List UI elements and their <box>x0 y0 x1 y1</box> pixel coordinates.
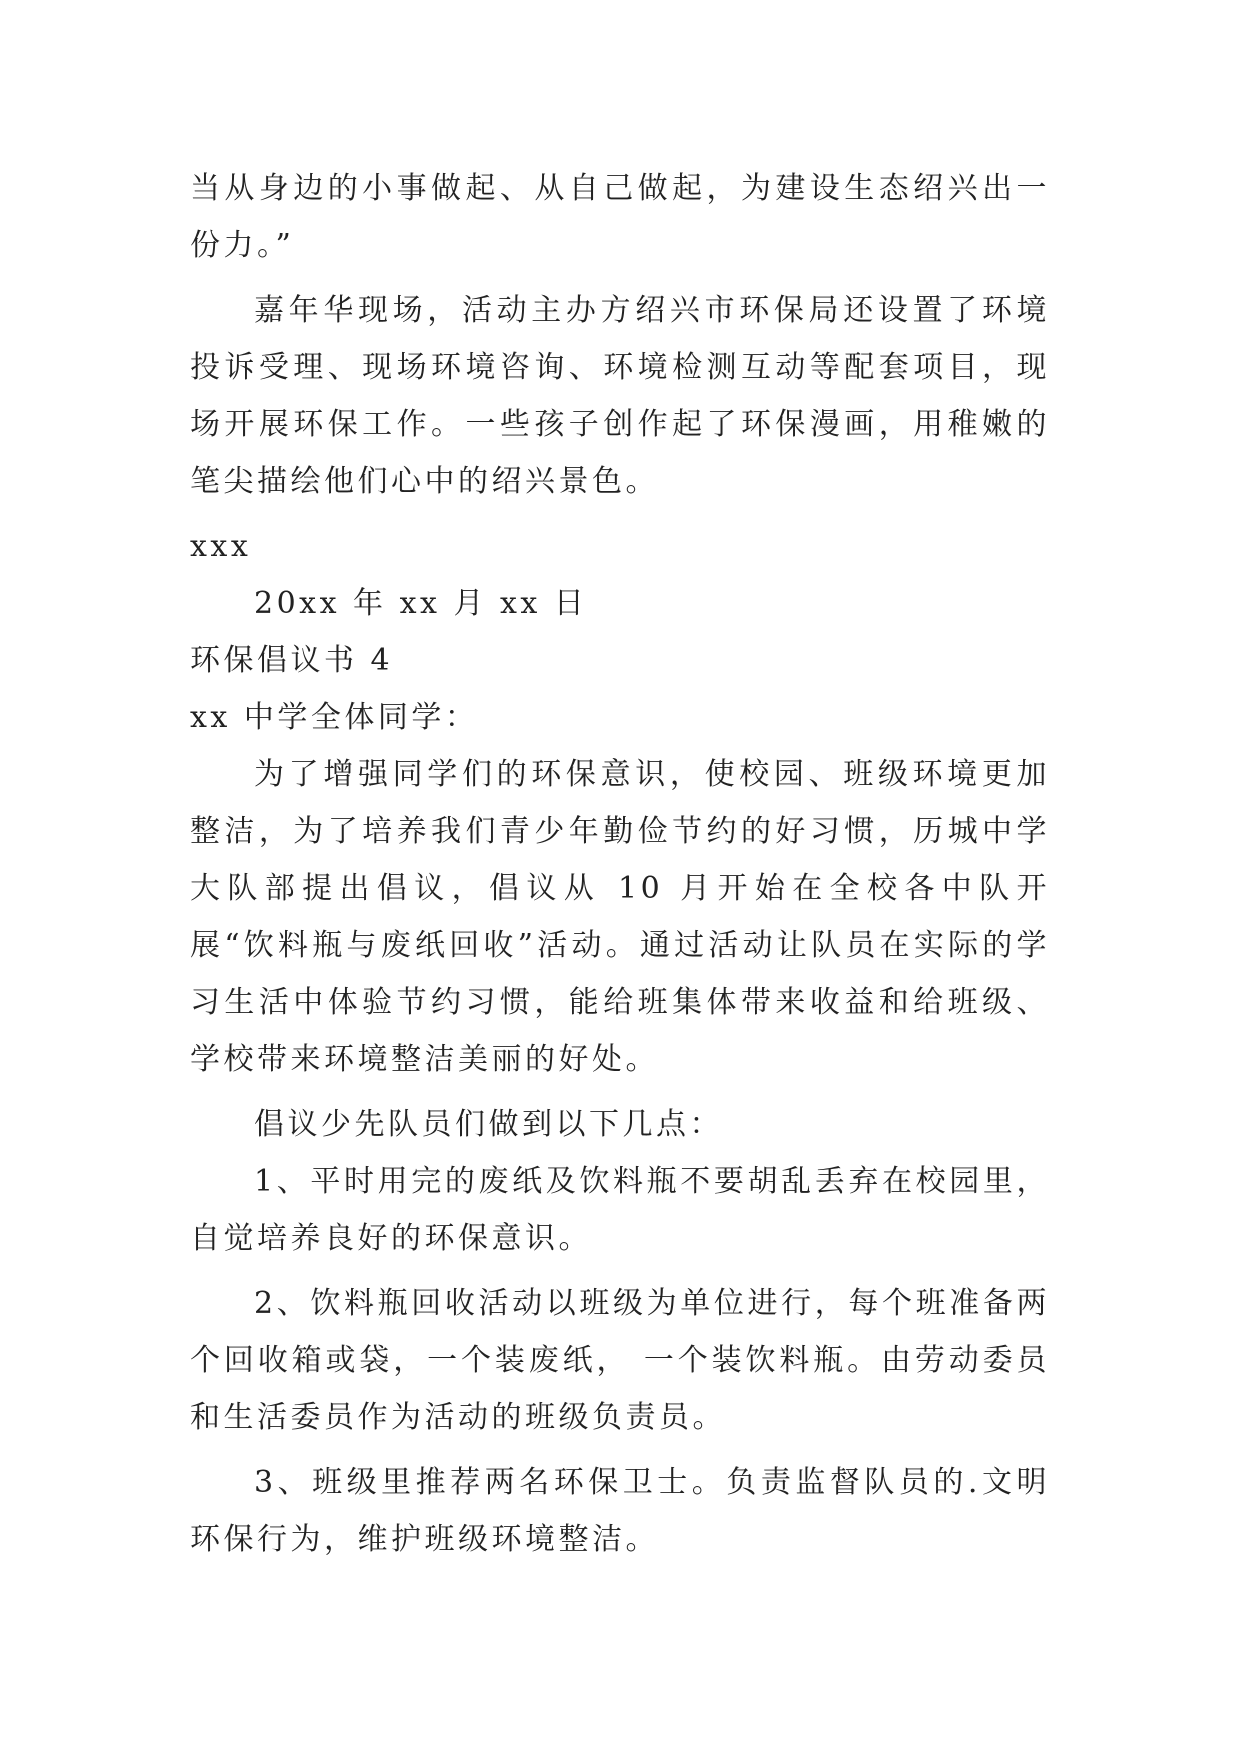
list-item-1: 1、平时用完的废纸及饮料瓶不要胡乱丢弃在校园里，自觉培养良好的环保意识。 <box>190 1164 1050 1256</box>
spacer <box>190 1088 1050 1096</box>
spacer <box>190 510 1050 518</box>
list-item-2: 2、饮料瓶回收活动以班级为单位进行，每个班准备两个回收箱或袋，一个装废纸， 一个装饮料瓶。由劳动委员和生活委员作为活动的班级负责员。 <box>190 1286 1050 1435</box>
document-body <box>190 160 1050 1568</box>
paragraph-points-intro: 倡议少先队员们做到以下几点： <box>254 1107 723 1142</box>
paragraph-carnival: 嘉年华现场，活动主办方绍兴市环保局还设置了环境投诉受理、现场环境咨询、环境检测互动等配套项目，现场开展环保工作。一些孩子创作起了环保漫画，用稚嫩的笔尖描绘他们心中的绍兴景色。 <box>190 293 1050 499</box>
date: 20xx 年 xx 月 xx 日 <box>254 586 588 621</box>
paragraph-initiative: 为了增强同学们的环保意识，使校园、班级环境更加整洁，为了培养我们青少年勤俭节约的好习惯，历城中学大队部提出倡议，倡议从 10 月开始在全校各中队开展“饮料瓶与废纸回收”活动。通过活动让队员在实际的学习生活中体验节约习惯，能给班集体带来收益和给班级、学校带来环境整洁美丽的好处。 <box>190 757 1050 1077</box>
salutation: xx 中学全体同学： <box>190 700 479 735</box>
spacer <box>190 274 1050 282</box>
section-title: 环保倡议书 4 <box>190 643 394 678</box>
spacer <box>190 1446 1050 1454</box>
signature: xxx <box>190 529 252 564</box>
list-item-3: 3、班级里推荐两名环保卫士。负责监督队员的.文明环保行为，维护班级环境整洁。 <box>190 1465 1050 1557</box>
paragraph-closing-quote: 当从身边的小事做起、从自己做起，为建设生态绍兴出一份力。” <box>190 171 1050 263</box>
spacer <box>190 1267 1050 1275</box>
